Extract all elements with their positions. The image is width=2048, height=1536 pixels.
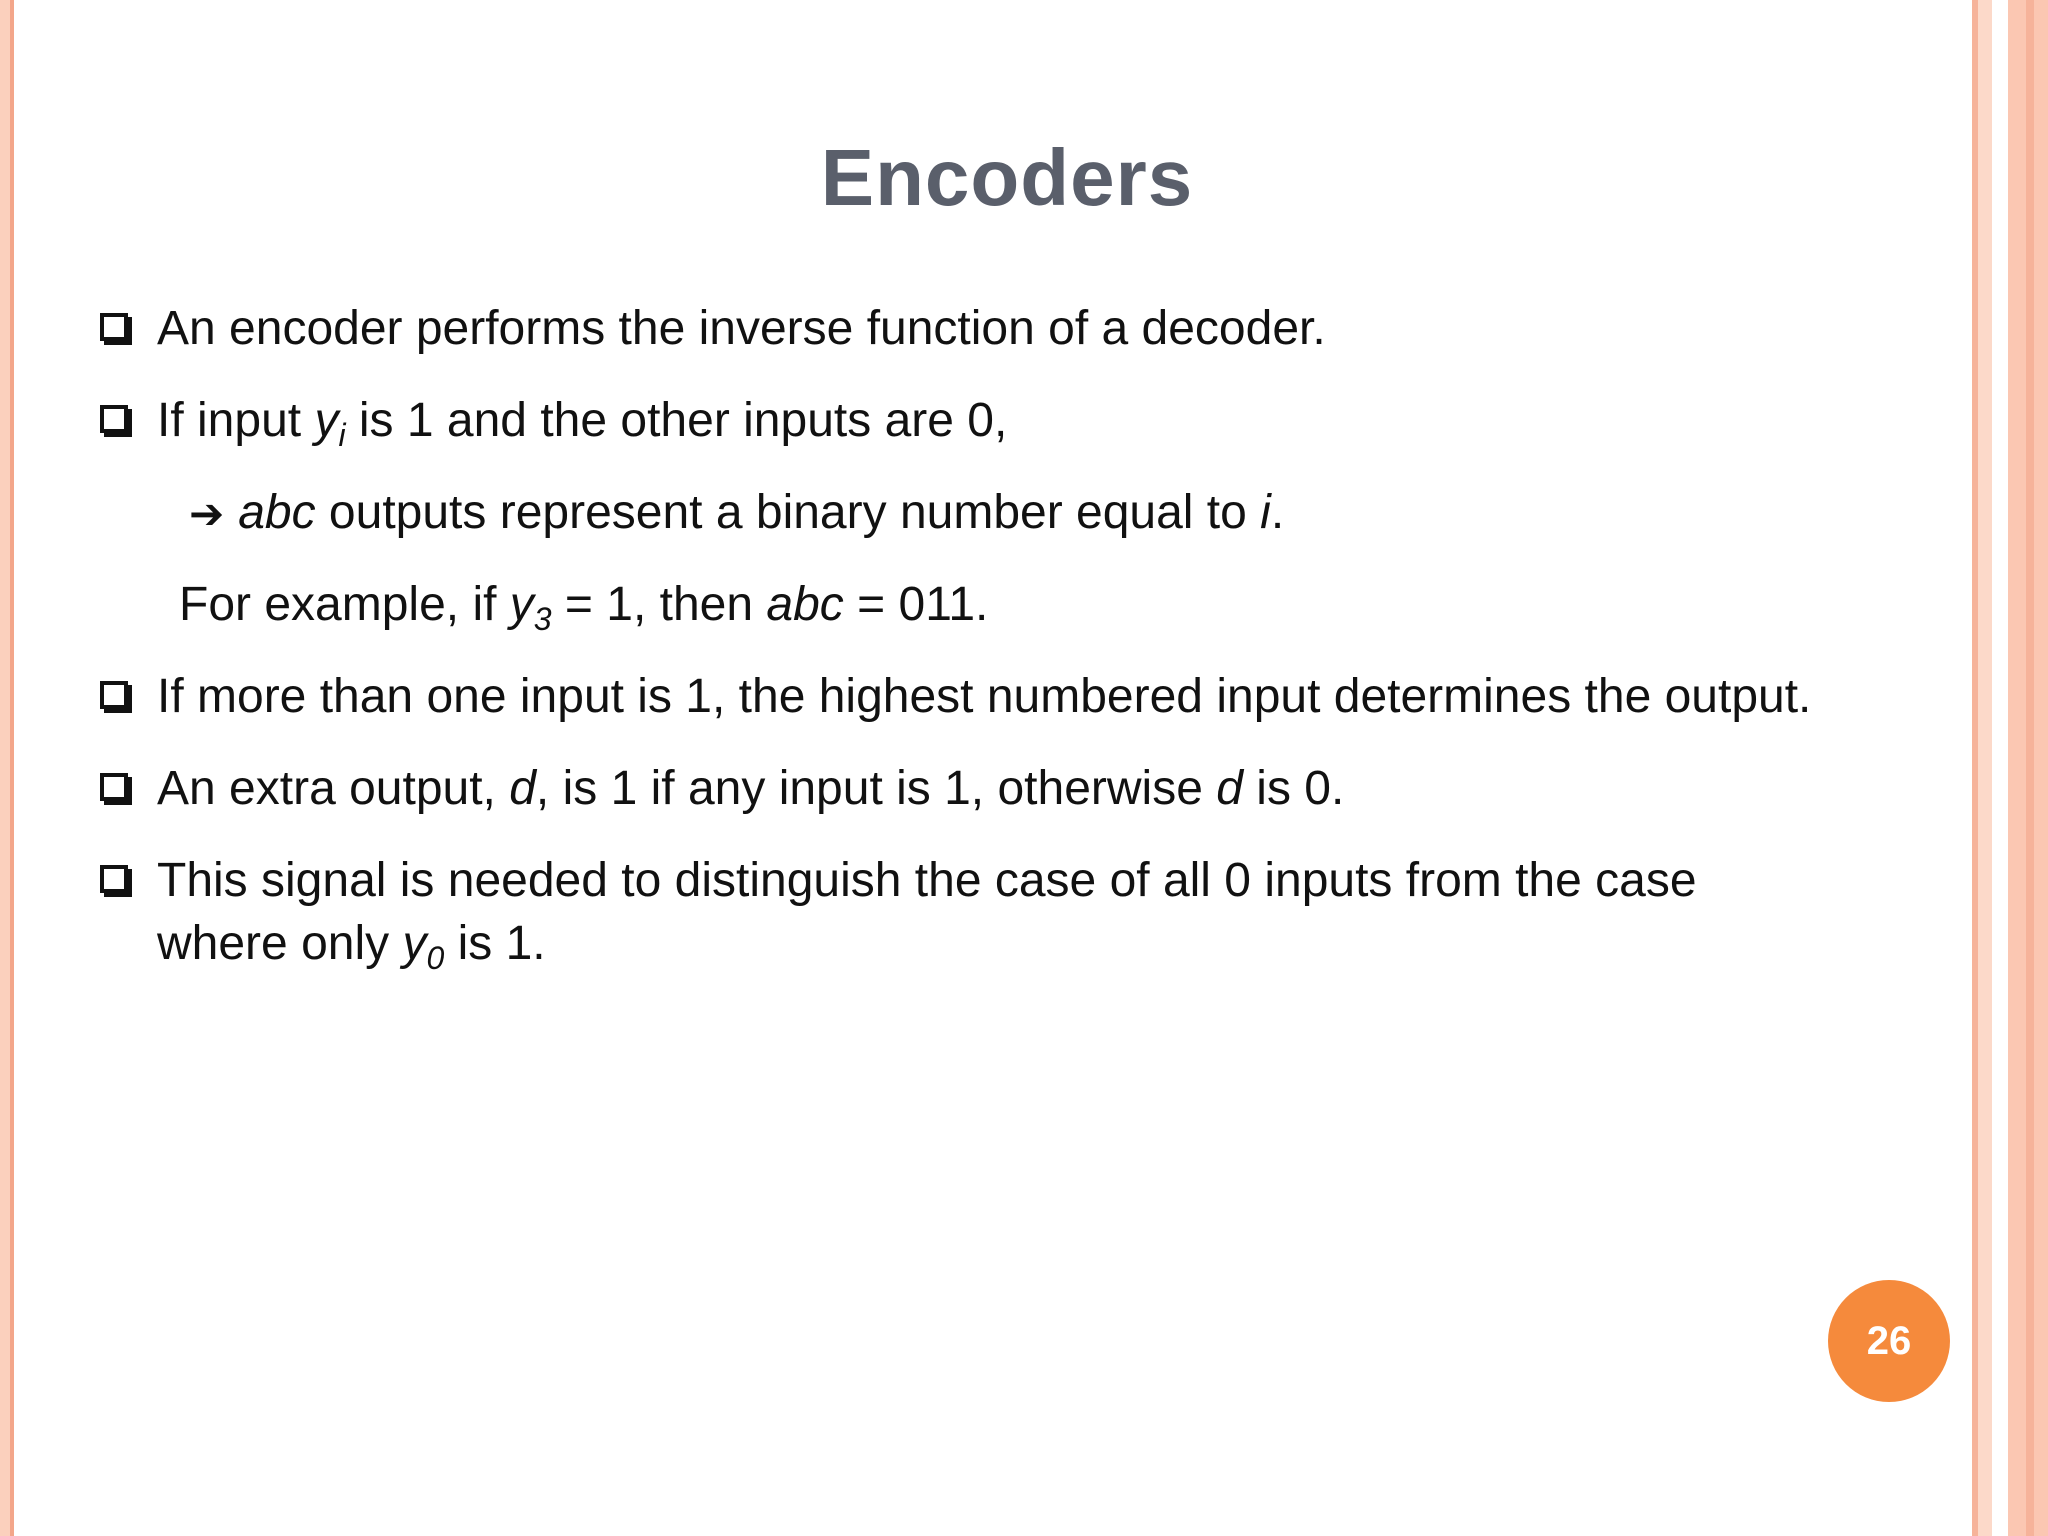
hollow-square-bullet-icon	[100, 313, 128, 341]
bullet-2-text-b: is 1 and the other inputs are 0,	[345, 394, 1008, 447]
arrow-line-text-b: .	[1270, 486, 1285, 539]
subscript-3: 3	[533, 601, 552, 637]
bullet-2-text	[157, 390, 1007, 452]
bullet-5-line-1: This signal is needed to distinguish the case of all 0 inputs from the case	[157, 854, 1697, 907]
example-text-c: = 011.	[843, 578, 989, 631]
example-text-b: = 1, then	[551, 578, 767, 631]
var-y: y	[509, 578, 534, 631]
var-abc: abc	[766, 578, 844, 631]
right-stripe-decoration	[1958, 0, 2048, 1536]
page-number: 26	[1866, 1318, 1912, 1363]
left-border-decoration	[0, 0, 24, 1536]
hollow-square-bullet-icon	[100, 773, 128, 801]
var-d: d	[509, 762, 536, 815]
bullet-5-line-2	[157, 913, 546, 975]
hollow-square-bullet-icon	[100, 405, 128, 433]
bullet-1-text: An encoder performs the inverse function of a decoder.	[157, 302, 1326, 355]
page-number-badge	[1828, 1280, 1950, 1402]
bullet-4-text-c: is 0.	[1242, 762, 1345, 815]
slide	[24, 0, 1958, 1536]
slide-title: Encoders	[820, 133, 1194, 222]
subscript-0: 0	[426, 940, 445, 976]
bullet-5-text-a: where only	[157, 917, 403, 970]
example-text-a: For example, if	[179, 578, 510, 631]
bullet-5-text-b: is 1.	[444, 917, 546, 970]
bullet-4-text	[157, 758, 1344, 820]
hollow-square-bullet-icon	[100, 865, 128, 893]
var-abc: abc	[238, 486, 316, 539]
arrow-line-text-a: outputs represent a binary number equal to	[315, 486, 1261, 539]
var-i: i	[1260, 486, 1271, 539]
var-y: y	[402, 917, 427, 970]
bullet-4-text-b: , is 1 if any input is 1, otherwise	[535, 762, 1217, 815]
subscript-i: i	[338, 417, 346, 453]
example-line	[179, 574, 988, 636]
arrow-line	[189, 482, 1284, 545]
bullet-2-text-a: If input	[157, 394, 315, 447]
hollow-square-bullet-icon	[100, 681, 128, 709]
bullet-3-text: If more than one input is 1, the highest numbered input determines the output.	[157, 670, 1812, 723]
bullet-4-text-a: An extra output,	[157, 762, 510, 815]
var-d: d	[1216, 762, 1243, 815]
right-arrow-icon: ➔	[189, 489, 225, 538]
var-y: y	[314, 394, 339, 447]
